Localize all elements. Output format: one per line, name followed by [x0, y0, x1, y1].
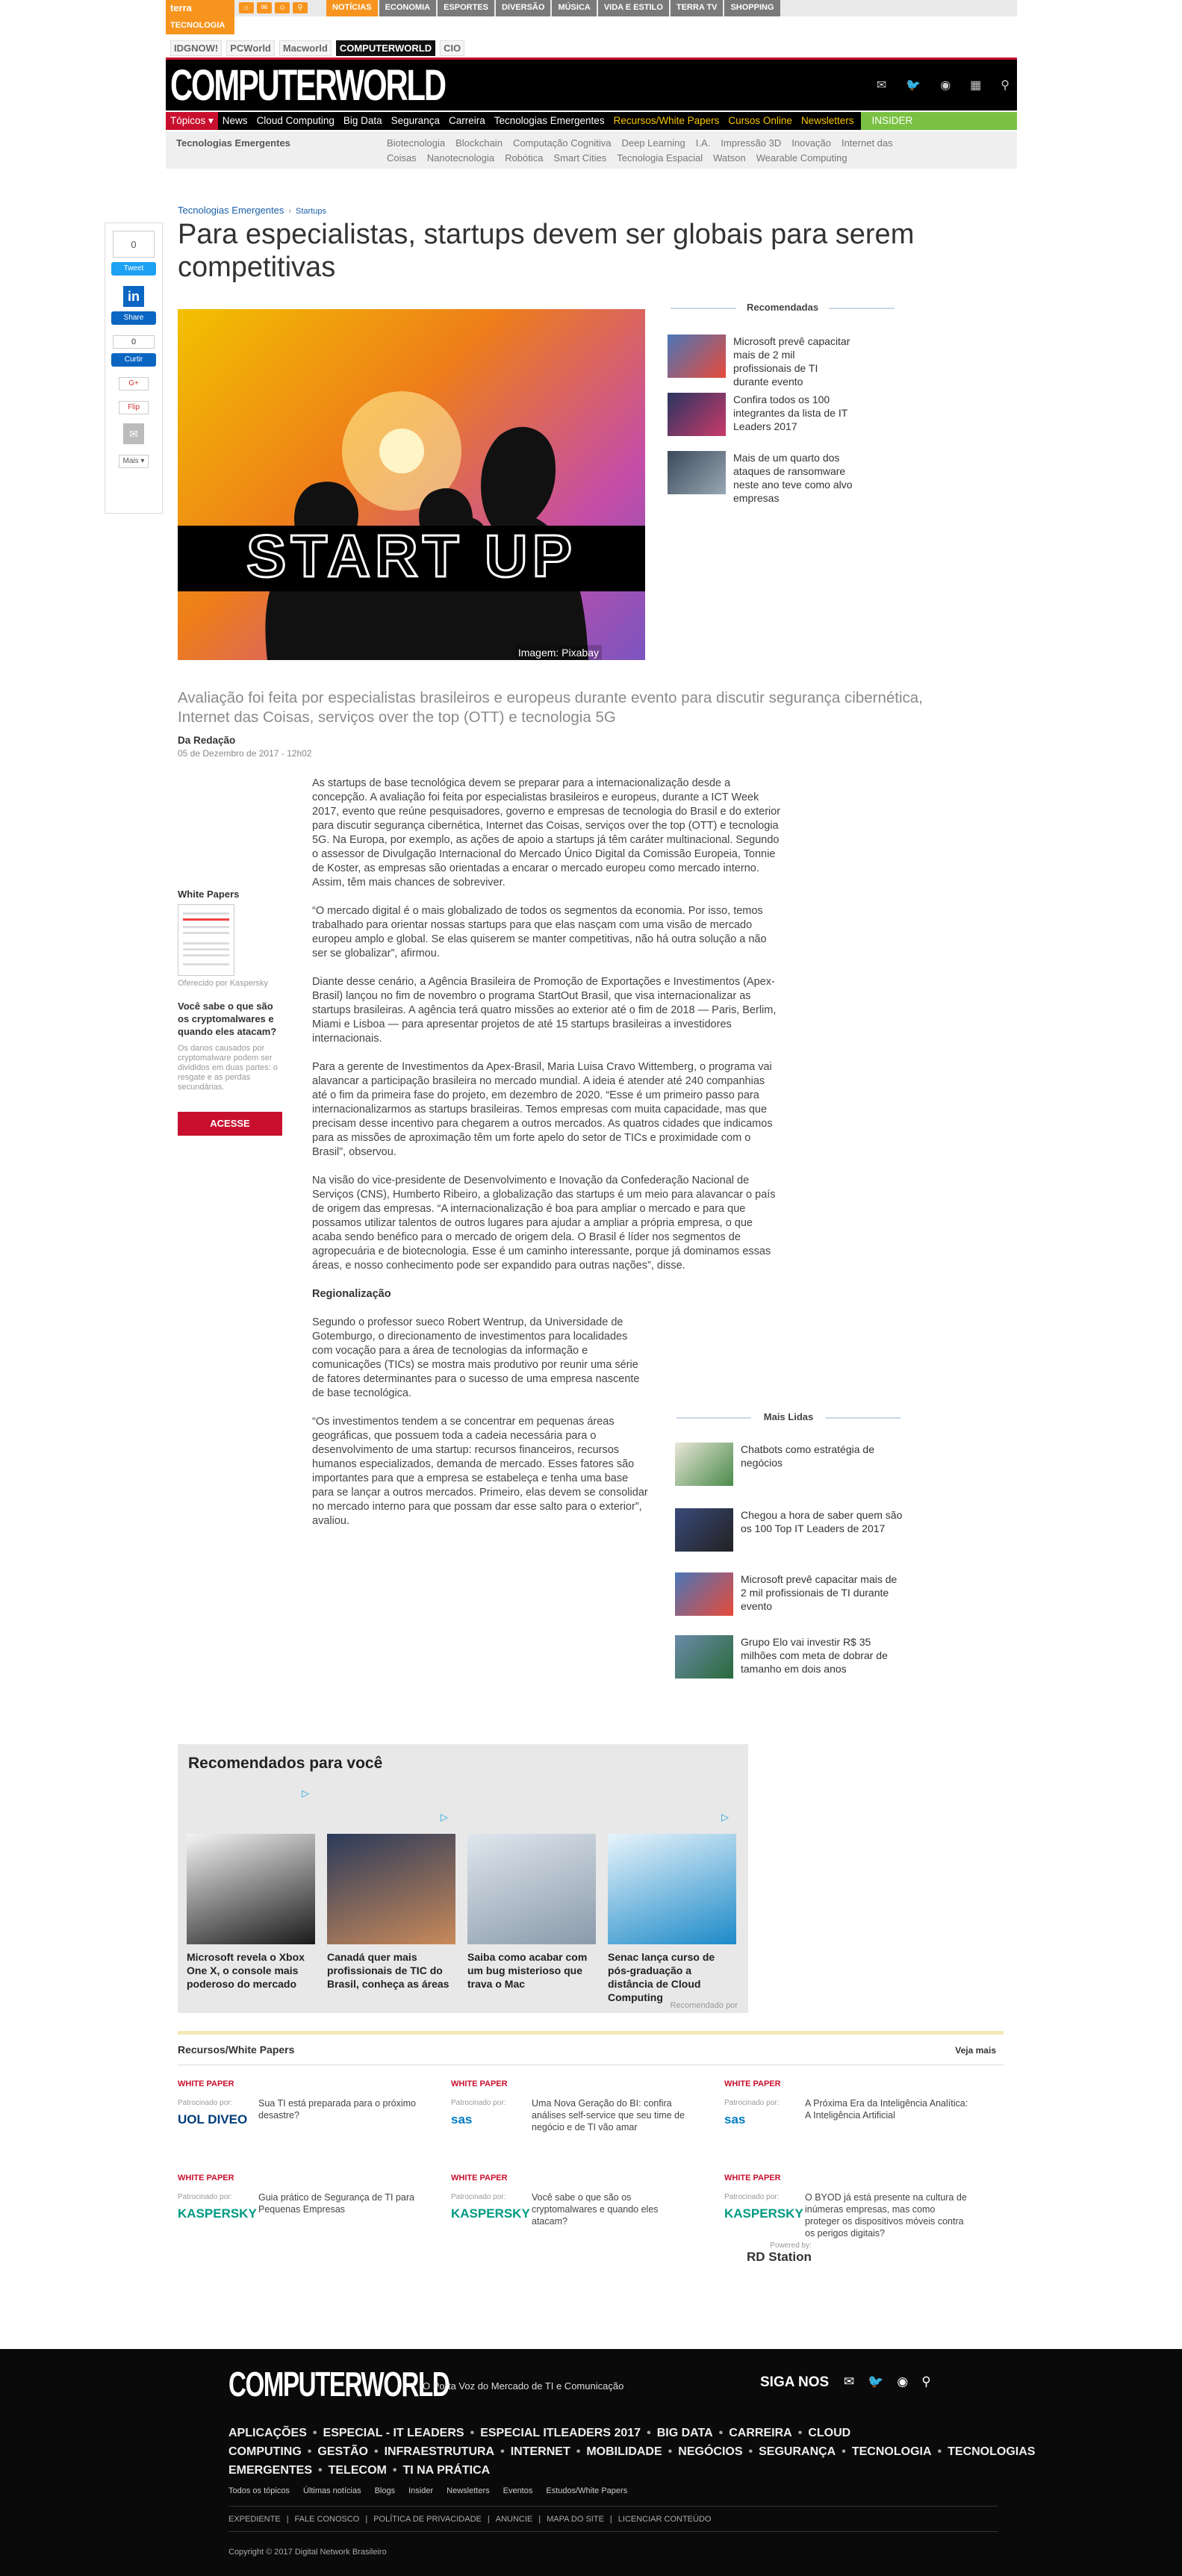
recommended-card-image[interactable]: [327, 1834, 455, 1944]
footer-separator: •: [307, 2445, 312, 2458]
nav-item-highlight[interactable]: Newsletters: [800, 115, 854, 126]
subnav-tag[interactable]: Internet das Coisas: [387, 137, 893, 164]
footer-link[interactable]: ANUNCIE: [495, 2515, 533, 2524]
startup-logo-text: START UP: [246, 523, 577, 589]
calendar-icon[interactable]: ▦: [970, 79, 982, 92]
footer-small-link[interactable]: Últimas notícias: [302, 2486, 361, 2495]
recommended-item[interactable]: [668, 451, 853, 505]
footer-category-link[interactable]: SEGURANÇA: [759, 2445, 836, 2458]
subnav-tag[interactable]: Impressão 3D: [721, 137, 782, 149]
rss-icon[interactable]: ◉: [940, 79, 951, 92]
nav-item[interactable]: Tecnologias Emergentes: [494, 115, 605, 126]
sponsor-logo[interactable]: KASPERSKY: [451, 2206, 530, 2221]
article-body: [312, 777, 783, 1543]
breadcrumb: Tecnologias Emergentes › Startups: [178, 205, 326, 216]
white-paper-card[interactable]: [451, 2174, 705, 2248]
most-read-title[interactable]: Chegou a hora de saber quem são os 100 Top IT Leaders de 2017: [741, 1509, 903, 1534]
subnav-tag[interactable]: I.A.: [695, 137, 711, 149]
wp-widget-offer: Oferecido por Kaspersky: [178, 979, 269, 988]
recommended-item[interactable]: [668, 393, 853, 436]
article-author: Da Redação: [178, 735, 236, 746]
terra-bar: [166, 0, 1017, 16]
recommended-thumbnail[interactable]: [668, 335, 726, 378]
article-title: Para especialistas, startups devem ser globais para serem competitivas: [178, 219, 915, 283]
sub-nav: [166, 131, 1017, 169]
white-paper-tag: WHITE PAPER: [724, 2079, 781, 2088]
recommended-item[interactable]: [668, 335, 853, 388]
terra-menu: [326, 0, 782, 16]
wp-widget-title: White Papers: [178, 889, 240, 900]
subnav-tag[interactable]: Wearable Computing: [756, 152, 847, 164]
recommended-card-image[interactable]: [187, 1834, 315, 1944]
footer-separator: |: [487, 2515, 490, 2524]
white-paper-title[interactable]: O BYOD já está presente na cultura de inúmeras empresas, mas como proteger os dispositivos móveis contra os perigos digitais?: [805, 2192, 967, 2239]
recommended-card[interactable]: [608, 1834, 736, 2004]
footer-categories: [228, 2424, 1036, 2480]
terra-menu-item[interactable]: SHOPPING: [724, 0, 780, 16]
white-paper-tag: WHITE PAPER: [178, 2174, 234, 2183]
footer-category-link[interactable]: NEGÓCIOS: [678, 2445, 743, 2458]
startup-silhouette-illustration: [178, 309, 645, 660]
footer-separator: •: [718, 2427, 724, 2439]
footer-link[interactable]: FALE CONOSCO: [294, 2515, 360, 2524]
brand-site-link[interactable]: Macworld: [279, 40, 332, 56]
rss-icon[interactable]: ◉: [897, 2374, 909, 2389]
mail-icon[interactable]: ✉: [876, 79, 887, 92]
mail-icon[interactable]: ✉: [844, 2374, 855, 2389]
white-paper-card[interactable]: [178, 2079, 432, 2154]
wp-widget-desc: Os danos causados por cryptomalware podem ser divididos em duas partes: o resgate e as perdas secundárias.: [178, 1044, 278, 1092]
like-count: 0: [113, 335, 155, 349]
footer-separator: •: [373, 2445, 379, 2458]
most-read-title[interactable]: Grupo Elo vai investir R$ 35 milhões com meta de dobrar de tamanho em dois anos: [741, 1636, 888, 1675]
subnav-tag[interactable]: Biotecnologia: [387, 137, 446, 149]
footer-category-link[interactable]: INTERNET: [510, 2445, 570, 2458]
terra-icons: [234, 0, 312, 16]
footer-separator: |: [286, 2515, 289, 2524]
home-icon[interactable]: ⌂: [239, 2, 254, 13]
recommended-title[interactable]: Microsoft prevê capacitar mais de 2 mil profissionais de TI durante evento: [733, 335, 850, 388]
footer-link[interactable]: EXPEDIENTE: [228, 2515, 281, 2524]
subnav-label[interactable]: Tecnologias Emergentes: [176, 137, 290, 149]
most-read-item[interactable]: [675, 1508, 905, 1552]
more-share-button[interactable]: Mais ▾: [119, 455, 149, 468]
sponsored-by: Patrocinado por:: [724, 2193, 780, 2201]
sponsor-logo[interactable]: KASPERSKY: [178, 2206, 257, 2221]
white-paper-tag: WHITE PAPER: [451, 2079, 508, 2088]
footer-separator: •: [500, 2445, 505, 2458]
most-read-title[interactable]: Chatbots como estratégia de negócios: [741, 1443, 874, 1469]
mais-lidas-header: [676, 1411, 901, 1422]
white-paper-card[interactable]: [724, 2174, 978, 2248]
footer-links: [228, 2515, 717, 2524]
footer-separator: •: [647, 2427, 651, 2439]
footer-small-link[interactable]: Eventos: [503, 2486, 533, 2495]
white-paper-title[interactable]: Uma Nova Geração do BI: confira análises self-service que seu time de negócio e de TI vão amar: [532, 2098, 685, 2132]
gplus-button[interactable]: G+: [119, 377, 149, 391]
white-paper-title[interactable]: A Próxima Era da Inteligência Analítica: A Inteligência Artificial: [805, 2098, 968, 2121]
sponsored-by: Patrocinado por:: [451, 2099, 506, 2107]
recommended-card-title[interactable]: Microsoft revela o Xbox One X, o console mais poderoso do mercado: [187, 1951, 305, 1990]
article-paragraph: Na visão do vice-presidente de Desenvolvimento e Inovação da Confederação Nacional de Serviços (CNS), Humberto Ribeiro, a globalização das startups é um meio para alavancar o país de origem das empresas. “A internacionalização é boa para ampliar o mercado e para que possamos utilizar talentos de outros lugares para ajudar a ampliar a própria empresa, o que acaba sendo benéfico para o mercado de origem dela. O Brasil é líder nos segmentos de agropecuária e de biotecnologia. Esse é um caminho interessante, porque já dominamos essas áreas, e nosso conhecimento pode ser expandido para outras nações”, disse.: [312, 1175, 776, 1272]
mail-icon[interactable]: ✉: [257, 2, 272, 13]
white-paper-title[interactable]: Guia prático de Segurança de TI para Pequenas Empresas: [258, 2192, 414, 2215]
footer-separator: •: [576, 2445, 581, 2458]
search-icon[interactable]: ⚲: [293, 2, 308, 13]
footer-category-link[interactable]: GESTÃO: [317, 2445, 368, 2458]
subnav-tag[interactable]: Computação Cognitiva: [512, 137, 612, 149]
footer-small-link[interactable]: Insider: [408, 2486, 434, 2495]
terra-menu-item[interactable]: ECONOMIA: [379, 0, 437, 16]
most-read-item[interactable]: [675, 1572, 905, 1616]
recommended-card[interactable]: [467, 1834, 596, 1991]
breadcrumb-sub[interactable]: Startups: [296, 207, 326, 216]
nav-item-highlight[interactable]: Recursos/White Papers: [613, 115, 720, 126]
nav-insider[interactable]: INSIDER: [861, 112, 923, 130]
subnav-tags: [387, 136, 999, 166]
footer-small-link[interactable]: Todos os tópicos: [228, 2486, 290, 2495]
nav-item[interactable]: Cloud Computing: [256, 115, 335, 126]
sponsor-logo[interactable]: KASPERSKY: [724, 2206, 803, 2221]
adchoices-icon[interactable]: ▷: [302, 1788, 309, 1799]
nav-fill: [923, 112, 1017, 130]
footer-separator: •: [392, 2464, 397, 2477]
sponsored-by: Patrocinado por:: [178, 2193, 233, 2201]
white-paper-title[interactable]: Você sabe o que são os cryptomalwares e quando eles atacam?: [532, 2192, 659, 2227]
footer-separator: |: [609, 2515, 612, 2524]
recommended-for-you: [178, 1744, 748, 2013]
footer-separator: •: [937, 2445, 942, 2458]
footer-category-link[interactable]: CARREIRA: [729, 2427, 792, 2439]
rd-station-logo[interactable]: RD Station: [747, 2250, 812, 2264]
share-sidebar: [105, 223, 163, 514]
see-more-link[interactable]: Veja mais: [955, 2045, 996, 2056]
most-read-item[interactable]: [675, 1443, 905, 1486]
footer-category-link[interactable]: TECNOLOGIAS EMERGENTES: [228, 2445, 1036, 2477]
nav-item[interactable]: Segurança: [391, 115, 440, 126]
breadcrumb-section[interactable]: Tecnologias Emergentes: [178, 205, 284, 216]
footer-small-link[interactable]: Blogs: [374, 2486, 396, 2495]
article-paragraph: Para a gerente de Investimentos da Apex-Brasil, Maria Luisa Cravo Wittemberg, o programa vai alavancar a participação brasileira no mercado mundial. A ideia é atender até 240 companhias até o fim da primeira fase do projeto, em dezembro de 2020. “Esse é um primeiro passo para internacionalizarmos as startups brasileiras. Temos empresas com muita capacidade, mas que precisam desse incentivo para chegarem a outros mercados. As quatros cidades que indicamos para as missões de aproximação têm um forte apelo do setor de TICs e proximidade com o Brasil”, observou.: [312, 1061, 773, 1158]
footer-small-link[interactable]: Estudos/White Papers: [546, 2486, 628, 2495]
copyright: Copyright © 2017 Digital Network Brasileiro: [228, 2548, 387, 2557]
footer-separator: |: [365, 2515, 368, 2524]
site-footer: [0, 2349, 1182, 2576]
most-read-thumbnail[interactable]: [675, 1508, 733, 1552]
sponsored-by: Patrocinado por:: [451, 2193, 506, 2201]
recommended-card-image[interactable]: [467, 1834, 596, 1944]
footer-logo[interactable]: COMPUTERWORLD: [228, 2365, 450, 2404]
brand-site-link[interactable]: CIO: [440, 40, 464, 56]
subnav-tag[interactable]: Smart Cities: [553, 152, 607, 164]
search-icon[interactable]: ⚲: [921, 2374, 931, 2389]
article-paragraph: Diante desse cenário, a Agência Brasileira de Promoção de Exportações e Investimentos (Apex-Brasil) lançou no fim de novembro o programa StartOut Brasil, que visa internacionalizar as startups brasileiras. A agência terá quatro missões ao exterior até o fim de 2018 — Paris, Berlim, Miami e Lisboa — para apresentar projetos de até 15 startups brasileiras a investidores internacionais.: [312, 976, 777, 1045]
footer-separator: •: [318, 2464, 323, 2477]
footer-category-link[interactable]: ESPECIAL ITLEADERS 2017: [480, 2427, 641, 2439]
footer-category-link[interactable]: TELECOM: [328, 2464, 387, 2477]
brand-row: [166, 34, 1017, 60]
footer-link[interactable]: POLÍTICA DE PRIVACIDADE: [373, 2515, 482, 2524]
white-paper-title[interactable]: Sua TI está preparada para o próximo desastre?: [258, 2098, 417, 2121]
brand-site-link[interactable]: PCWorld: [226, 40, 275, 56]
brand-sites: [170, 40, 464, 56]
footer-small-links: [228, 2486, 641, 2495]
brand-site-link[interactable]: COMPUTERWORLD: [336, 40, 435, 56]
footer-separator: |: [538, 2515, 541, 2524]
search-icon[interactable]: ⚲: [1001, 79, 1010, 92]
article-date: 05 de Dezembro de 2017 - 12h02: [178, 748, 312, 759]
footer-category-link[interactable]: MOBILIDADE: [586, 2445, 662, 2458]
footer-social-icons: [844, 2374, 931, 2389]
footer-category-link[interactable]: ESPECIAL - IT LEADERS: [323, 2427, 464, 2439]
share-count: 0: [113, 231, 155, 258]
footer-slogan: O Porta Voz do Mercado de TI e Comunicação: [423, 2380, 624, 2392]
nav-item[interactable]: Carreira: [448, 115, 485, 126]
recommended-title[interactable]: Confira todos os 100 integrantes da lista de IT Leaders 2017: [733, 393, 848, 432]
subnav-tag[interactable]: Tecnologia Espacial: [617, 152, 703, 164]
linkedin-share-button[interactable]: Share: [111, 311, 156, 325]
footer-separator: •: [842, 2445, 846, 2458]
white-paper-tag: WHITE PAPER: [178, 2079, 234, 2088]
footer-separator: •: [470, 2427, 475, 2439]
subnav-tag[interactable]: Nanotecnologia: [426, 152, 495, 164]
terra-menu-item[interactable]: DIVERSÃO: [496, 0, 550, 16]
nav-item-highlight[interactable]: Cursos Online: [728, 115, 792, 126]
article-subheading: Regionalização: [312, 1288, 391, 1300]
white-paper-card[interactable]: [178, 2174, 432, 2248]
most-read-title[interactable]: Microsoft prevê capacitar mais de 2 mil profissionais de TI durante evento: [741, 1573, 898, 1612]
facebook-like-button[interactable]: Curtir: [111, 353, 156, 367]
recommended-thumbnail[interactable]: [668, 393, 726, 436]
footer-separator: •: [797, 2427, 803, 2439]
most-read-thumbnail[interactable]: [675, 1635, 733, 1679]
white-paper-widget: [178, 889, 282, 1136]
sponsor-logo[interactable]: UOL DIVEO: [178, 2112, 248, 2127]
article-paragraph: As startups de base tecnológica devem se preparar para a internacionalização desde a concepção. A avaliação foi feita por especialistas brasileiros e europeus, durante a ICT Week 2017, evento que reúne pesquisadores, governo e empresas de tecnologia do Brasil e do exterior para discutir segurança cibernética, Internet das Coisas, serviços over the top (OTT) e tecnologia 5G. Na Europa, por exemplo, as ações de apoio a startups já têm caráter multinacional. Segundo o assessor de Divulgação Internacional do Mercado Único Digital da Comissão Europeia, Tonnie de Koster, as empresas são orientadas a encarar o mercado europeu como mercado interno. Assim, têm mais chances de sobreviver.: [312, 777, 781, 889]
hero-image: [178, 309, 645, 660]
article-paragraph: “O mercado digital é o mais globalizado de todos os segmentos da economia. Por isso, temos trabalhado para orientar nossas startups para que elas nasçam com uma visão de mercado europeu amplo e global. Se elas quiserem se manter competitivas, não há outra solução a não ser se globalizar”, afirmou.: [312, 905, 767, 959]
most-read-thumbnail[interactable]: [675, 1572, 733, 1616]
recommended-card-title[interactable]: Senac lança curso de pós-graduação a distância de Cloud Computing: [608, 1951, 715, 2003]
adchoices-icon[interactable]: ▷: [721, 1811, 729, 1823]
recommended-by: Recomendado por: [670, 2001, 738, 2010]
recommended-thumbnail[interactable]: [668, 451, 726, 494]
recommended-card-title[interactable]: Canadá quer mais profissionais de TIC do Brasil, conheça as áreas: [327, 1951, 450, 1990]
footer-category-link[interactable]: CLOUD COMPUTING: [228, 2427, 851, 2458]
footer-category-link[interactable]: TI NA PRÁTICA: [402, 2464, 491, 2477]
tweet-button[interactable]: Tweet: [111, 262, 156, 276]
section-tag[interactable]: TECNOLOGIA: [166, 16, 234, 34]
rd-station-badge: [747, 2241, 812, 2265]
subnav-tag[interactable]: Blockchain: [455, 137, 503, 149]
recommended-card-title[interactable]: Saiba como acabar com um bug misterioso que trava o Mac: [467, 1951, 588, 1990]
nav-topicos[interactable]: Tópicos ▾: [166, 112, 218, 130]
recommended-card-image[interactable]: [608, 1834, 736, 1944]
white-paper-card[interactable]: [451, 2079, 705, 2154]
site-logo[interactable]: COMPUTERWORLD: [170, 61, 445, 110]
terra-menu-item[interactable]: MÚSICA: [552, 0, 596, 16]
main-nav: [166, 112, 1017, 130]
recommended-card[interactable]: [327, 1834, 455, 1991]
recomendadas-header: [671, 302, 895, 313]
terra-menu-item[interactable]: VIDA E ESTILO: [598, 0, 669, 16]
article-paragraph: Segundo o professor sueco Robert Wentrup, da Universidade de Gotemburgo, o direcionamento de investimentos para localidades com vocação para a área de tecnologias da informação e comunicações (TICs) se mostra mais produtivo por reunir uma série de fatores determinantes para o sucesso de uma empresa nascente de base tecnológica.: [312, 1316, 640, 1399]
white-paper-tag: WHITE PAPER: [451, 2174, 508, 2183]
footer-category-link[interactable]: APLICAÇÕES: [228, 2427, 307, 2439]
image-credit: Imagem: Pixabay: [515, 645, 602, 660]
recommended-title[interactable]: Mais de um quarto dos ataques de ransomware neste ano teve como alvo empresas: [733, 452, 853, 504]
most-read-thumbnail[interactable]: [675, 1443, 733, 1486]
footer-category-link[interactable]: BIG DATA: [656, 2427, 713, 2439]
article-lead: Avaliação foi feita por especialistas brasileiros e europeus durante evento para discutir segurança cibernética, Internet das Coisas, serviços over the top (OTT) e tecnologia 5G: [178, 689, 923, 726]
brand-site-link[interactable]: IDGNOW!: [170, 40, 222, 56]
footer-separator: •: [312, 2427, 317, 2439]
subnav-tag[interactable]: Inovação: [791, 137, 831, 149]
acesse-button[interactable]: ACESSE: [178, 1112, 282, 1136]
white-paper-tag: WHITE PAPER: [724, 2174, 781, 2183]
site-header: [166, 60, 1017, 111]
sponsored-by: Patrocinado por:: [178, 2099, 233, 2107]
wp-widget-question[interactable]: Você sabe o que são os cryptomalwares e quando eles atacam?: [178, 1001, 277, 1037]
footer-separator: •: [668, 2445, 673, 2458]
adchoices-icon[interactable]: ▷: [441, 1811, 448, 1823]
sponsor-logo[interactable]: sas: [724, 2112, 746, 2127]
header-icons: [877, 78, 1010, 93]
nav-item[interactable]: News: [222, 115, 248, 126]
resources-title: Recursos/White Papers: [178, 2044, 295, 2056]
powered-by: Powered by:: [770, 2241, 812, 2250]
terra-menu-item[interactable]: ESPORTES: [438, 0, 494, 16]
follow-us: SIGA NOS: [760, 2374, 830, 2390]
sponsored-by: Patrocinado por:: [724, 2099, 780, 2107]
footer-small-link[interactable]: Newsletters: [447, 2486, 490, 2495]
most-read-item[interactable]: [675, 1635, 905, 1679]
white-paper-thumbnail[interactable]: [178, 904, 234, 976]
subnav-tag[interactable]: Deep Learning: [621, 137, 685, 149]
sponsor-logo[interactable]: sas: [451, 2112, 473, 2127]
email-share-icon[interactable]: ✉: [123, 423, 144, 444]
subnav-tag[interactable]: Watson: [713, 152, 746, 164]
mais-lidas-title: Mais Lidas: [763, 1411, 814, 1422]
nav-item[interactable]: Big Data: [343, 115, 382, 126]
footer-category-link[interactable]: TECNOLOGIA: [851, 2445, 932, 2458]
linkedin-icon[interactable]: in: [123, 286, 144, 307]
footer-link[interactable]: LICENCIAR CONTEÚDO: [618, 2515, 712, 2524]
subnav-tag[interactable]: Robótica: [505, 152, 544, 164]
terra-logo[interactable]: terra: [166, 0, 234, 16]
rpv-title: Recomendados para você: [188, 1755, 383, 1772]
user-icon[interactable]: ☺: [275, 2, 290, 13]
footer-category-link[interactable]: INFRAESTRUTURA: [384, 2445, 495, 2458]
terra-menu-item[interactable]: NOTÍCIAS: [326, 0, 378, 16]
twitter-icon[interactable]: 🐦: [906, 79, 921, 92]
recommended-card[interactable]: [187, 1834, 315, 1991]
twitter-icon[interactable]: 🐦: [868, 2374, 884, 2389]
footer-link[interactable]: MAPA DO SITE: [547, 2515, 604, 2524]
resources-section: [178, 2031, 1004, 2270]
recomendadas-title: Recomendadas: [746, 302, 819, 313]
footer-separator: •: [748, 2445, 753, 2458]
white-paper-card[interactable]: [724, 2079, 978, 2154]
flipboard-button[interactable]: Flip: [119, 401, 149, 414]
terra-menu-item[interactable]: TERRA TV: [671, 0, 724, 16]
article-paragraph: “Os investimentos tendem a se concentrar em pequenas áreas geográficas, que possuem toda a cadeia necessária para o desenvolvimento de uma startup: recursos financeiros, recursos humanos especializados, demanda de mercado. Esses fatores são importantes para que a empresa se estabeleça e tenha uma base para se lançar a outros mercados. Primeiro, elas devem se consolidar no mercado interno para que possam dar esse salto para o exterior”, avaliou.: [312, 1416, 648, 1527]
